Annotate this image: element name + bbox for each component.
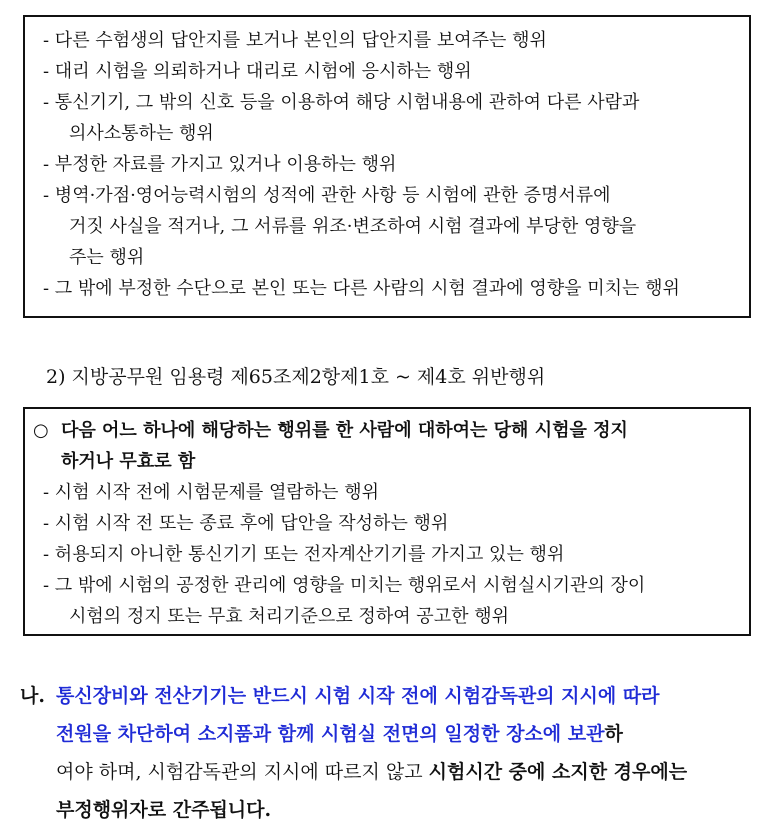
na-line-1 [0,678,775,714]
list-item-text: - 병역·가점·영어능력시험의 성적에 관한 사항 등 시험에 관한 증명서류에 [43,185,611,206]
na-line-2-wrap [56,716,753,752]
violation-list-box-1 [23,15,751,318]
list-item-text: 거짓 사실을 적거나, 그 서류를 위조·변조하여 시험 결과에 부당한 영향을 [69,216,637,237]
list-item-text: - 통신기기, 그 밖의 신호 등을 이용하여 해당 시험내용에 관하여 다른 사람과 [43,92,640,113]
violation-list-box-2 [23,407,751,636]
list-item-text: - 시험 시작 전에 시험문제를 열람하는 행위 [43,482,380,503]
section-label: 나. [20,685,45,707]
list-item-text: - 대리 시험을 의뢰하거나 대리로 시험에 응시하는 행위 [43,61,472,82]
list-item-text: - 시험 시작 전 또는 종료 후에 답안을 작성하는 행위 [43,513,449,534]
lead-text-line-1: 다음 어느 하나에 해당하는 행위를 한 사람에 대하여는 당해 시험을 정지 [61,420,628,441]
list-item-text: 의사소통하는 행위 [69,123,214,144]
list-item-text: 주는 행위 [69,247,145,268]
na-line-3-wrap [56,754,753,790]
lead-text-line-2: 하거나 무효로 함 [61,451,196,472]
list-item-text: - 부정한 자료를 가지고 있거나 이용하는 행위 [43,154,397,175]
list-item-text: - 다른 수험생의 답안지를 보거나 본인의 답안지를 보여주는 행위 [43,30,547,51]
circle-bullet-icon: ○ [33,420,49,441]
list-item-text: - 허용되지 아니한 통신기기 또는 전자계산기기를 가지고 있는 행위 [43,544,565,565]
section-heading: 2) 지방공무원 임용령 제65조제2항제1호 ~ 제4호 위반행위 [46,366,546,388]
na-line-2 [0,716,775,752]
list-item-text: - 그 밖에 시험의 공정한 관리에 영향을 미치는 행위로서 시험실시기관의 장이 [43,575,646,596]
list-item-text: - 그 밖에 부정한 수단으로 본인 또는 다른 사람의 시험 결과에 영향을 미치는 행위 [43,278,680,299]
na-line-4 [0,792,775,828]
notice-text-bold-1: 시험시간 중에 소지한 경우에는 [428,761,688,783]
notice-text-tail: 하 [604,723,623,745]
section-na [0,678,775,838]
list-item-text: 시험의 정지 또는 무효 처리기준으로 정하여 공고한 행위 [69,606,509,627]
notice-text-plain: 여야 하며, 시험감독관의 지시에 따르지 않고 [56,761,429,783]
notice-text-bold-2: 부정행위자로 간주됩니다. [56,799,272,821]
notice-text-blue-1: 통신장비와 전산기기는 반드시 시험 시작 전에 시험감독관의 지시에 따라 [56,685,660,707]
na-line-3 [0,754,775,790]
notice-text-blue-2: 전원을 차단하여 소지품과 함께 시험실 전면의 일정한 장소에 보관 [56,723,605,745]
